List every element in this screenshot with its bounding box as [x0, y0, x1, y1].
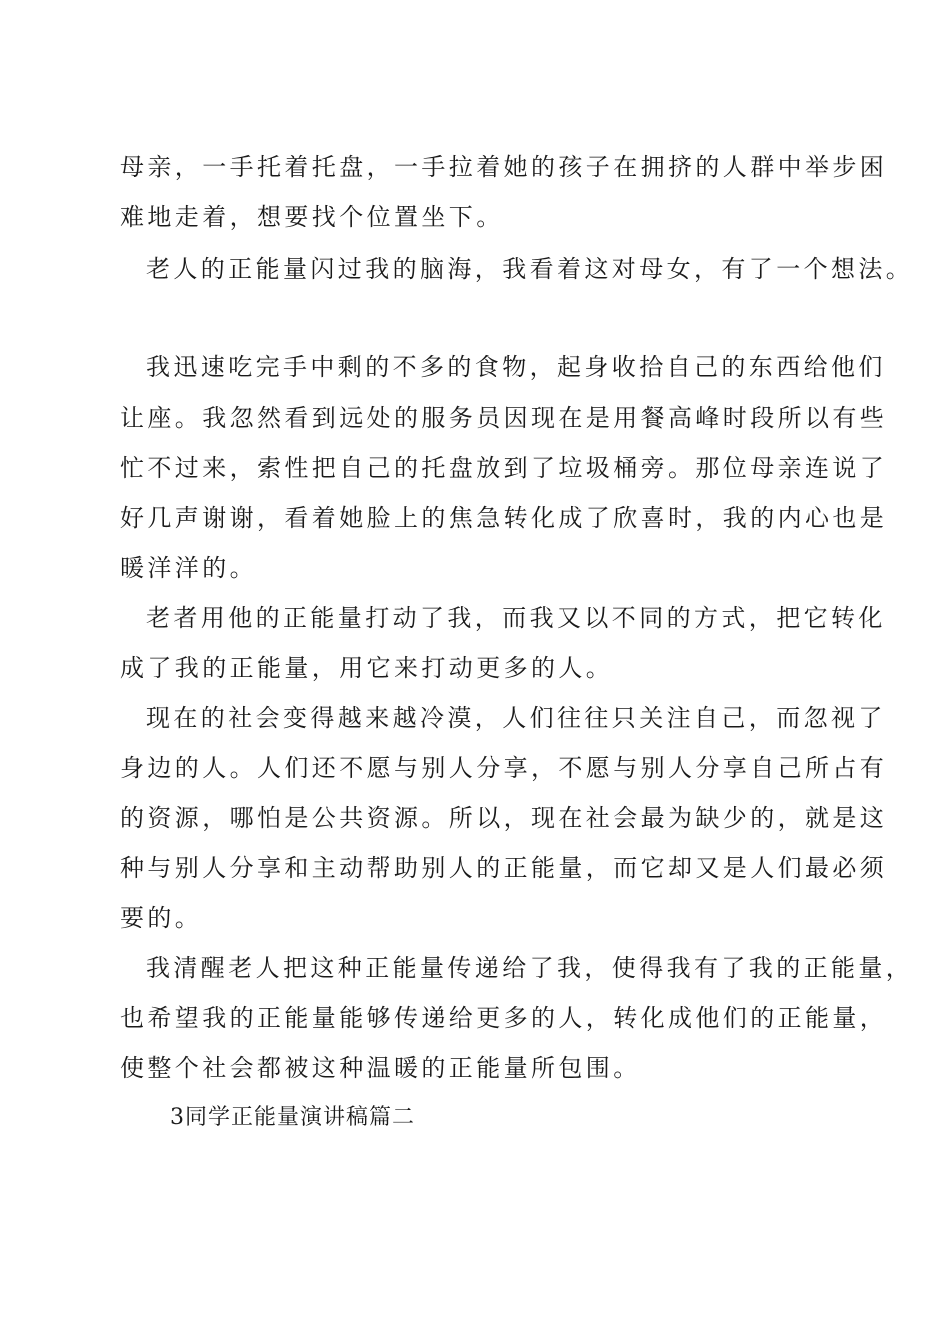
- text-line: 也希望我的正能量能够传递给更多的人，转化成他们的正能量，: [120, 1004, 888, 1032]
- text-line: 让座。我忽然看到远处的服务员因现在是用餐高峰时段所以有些: [120, 404, 888, 432]
- paragraph-start: 我迅速吃完手中剩的不多的食物，起身收拾自己的东西给他们: [146, 353, 886, 381]
- paragraph-start: 老人的正能量闪过我的脑海，我看着这对母女，有了一个想法。: [146, 255, 914, 283]
- paragraph-start: 现在的社会变得越来越冷漠，人们往往只关注自己，而忽视了: [146, 704, 886, 732]
- text-line: 使整个社会都被这种温暖的正能量所包围。: [120, 1054, 641, 1082]
- paragraph-start: 老者用他的正能量打动了我，而我又以不同的方式，把它转化: [146, 604, 886, 632]
- text-line: 好几声谢谢，看着她脸上的焦急转化成了欣喜时，我的内心也是: [120, 504, 888, 532]
- paragraph-start: 我清醒老人把这种正能量传递给了我，使得我有了我的正能量，: [146, 954, 914, 982]
- section-heading: 3同学正能量演讲稿篇二: [170, 1105, 415, 1130]
- text-line: 要的。: [120, 904, 203, 932]
- text-line: 忙不过来，索性把自己的托盘放到了垃圾桶旁。那位母亲连说了: [120, 454, 888, 482]
- text-line: 母亲，一手托着托盘，一手拉着她的孩子在拥挤的人群中举步困: [120, 153, 888, 181]
- text-line: 成了我的正能量，用它来打动更多的人。: [120, 654, 614, 682]
- text-line: 的资源，哪怕是公共资源。所以，现在社会最为缺少的，就是这: [120, 804, 888, 832]
- text-line: 种与别人分享和主动帮助别人的正能量，而它却又是人们最必须: [120, 854, 888, 882]
- text-line: 身边的人。人们还不愿与别人分享，不愿与别人分享自己所占有: [120, 754, 888, 782]
- text-line: 难地走着，想要找个位置坐下。: [120, 203, 504, 231]
- text-line: 暖洋洋的。: [120, 554, 257, 582]
